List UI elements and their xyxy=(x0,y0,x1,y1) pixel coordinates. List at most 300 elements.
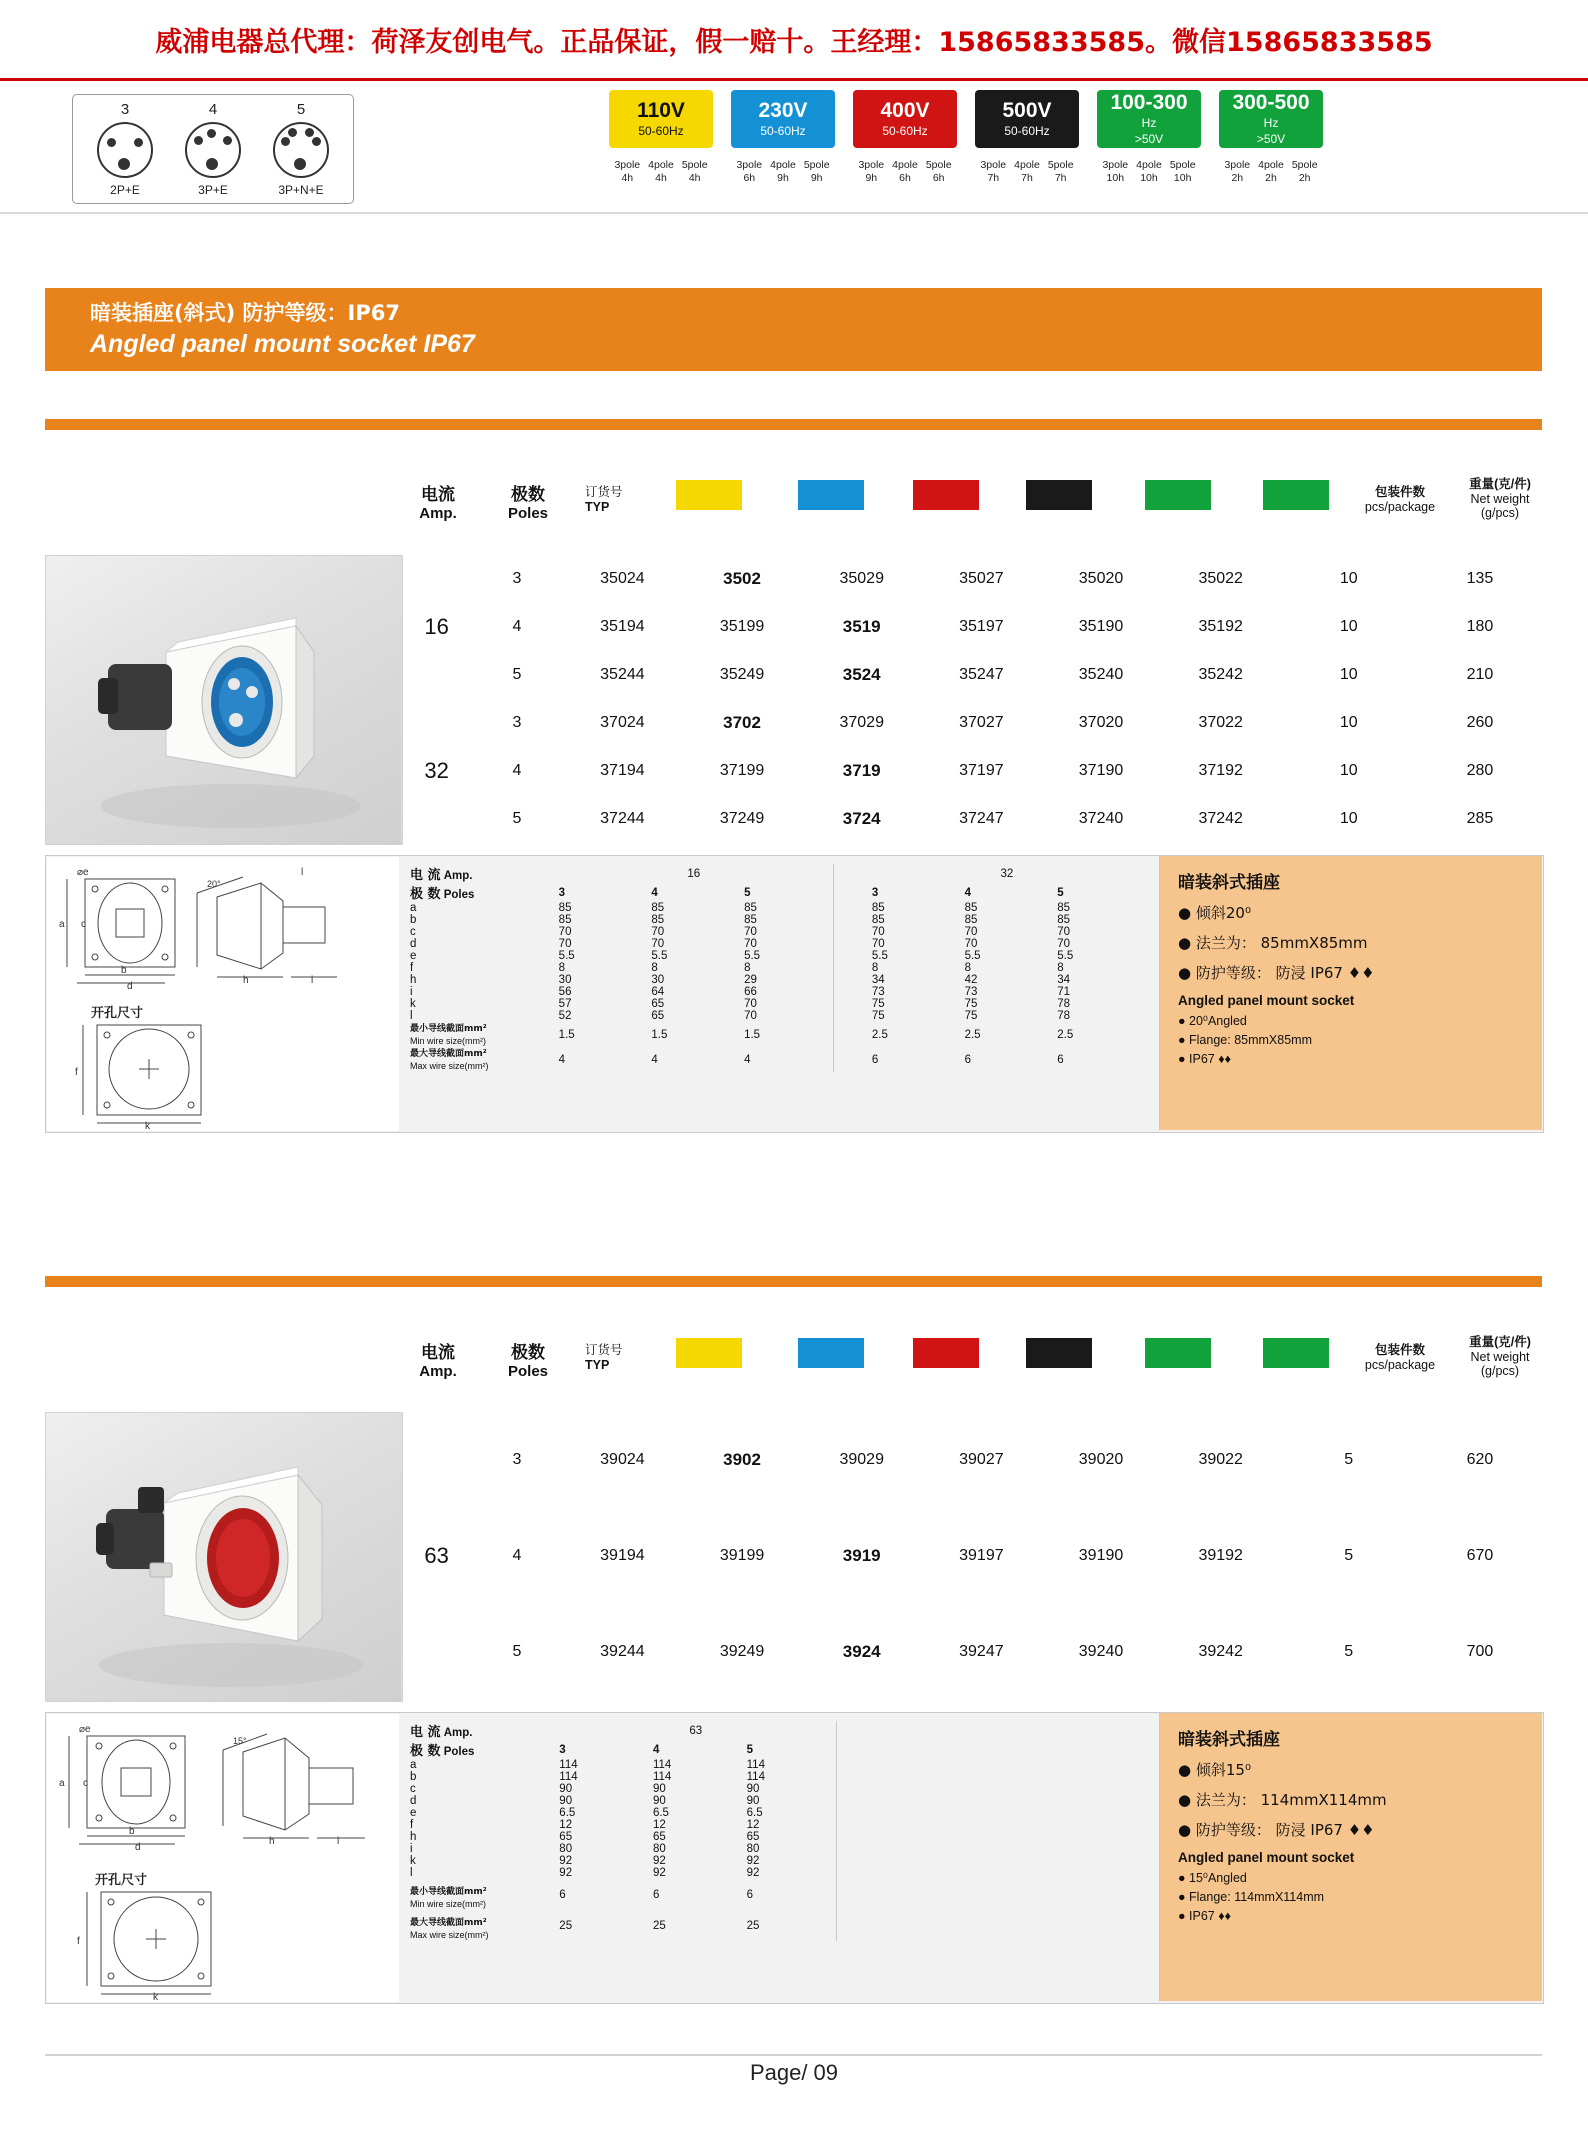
page-title-en: Angled panel mount socket IP67 xyxy=(90,330,475,358)
col-amp-en: Amp. xyxy=(419,1363,457,1380)
voltage-hz2: >50V xyxy=(1256,132,1286,146)
weight-value: 180 xyxy=(1466,618,1494,635)
dim-value: 73 xyxy=(964,986,978,998)
poles-value: 4 xyxy=(512,618,522,635)
table-row xyxy=(402,1412,1543,1508)
pole-list-110v xyxy=(600,159,722,185)
dim-value: 6 xyxy=(964,1053,971,1066)
pole-label: 5pole xyxy=(925,159,952,171)
plug-5-icon xyxy=(273,122,329,178)
col-weight-en: Net weight xyxy=(1470,1350,1530,1364)
col-package-en: pcs/package xyxy=(1364,1358,1436,1372)
dim-value: 90 xyxy=(746,1795,760,1807)
svg-text:f: f xyxy=(75,1067,78,1078)
dim-value: 6.5 xyxy=(652,1807,669,1819)
dim-value: 5.5 xyxy=(744,950,761,962)
dim-value: 57 xyxy=(558,998,572,1010)
dimension-drawing-svg xyxy=(47,857,399,1131)
agent-banner xyxy=(0,0,1588,81)
spec-col-3: 3 xyxy=(559,1743,566,1756)
weight-value: 620 xyxy=(1466,1451,1494,1468)
code-black: 39197 xyxy=(959,1547,1004,1564)
svg-text:c: c xyxy=(83,1778,88,1789)
spec-row-a xyxy=(406,902,1146,914)
voltage-value: 110V xyxy=(637,99,685,122)
dim-value: 30 xyxy=(651,974,665,986)
weight-value: 135 xyxy=(1466,570,1494,587)
code-green2: 35192 xyxy=(1198,618,1243,635)
weight-value: 260 xyxy=(1466,714,1494,731)
pole-hour: 10h xyxy=(1140,172,1158,184)
voltage-value: 400V xyxy=(880,99,930,122)
voltage-value: 230V xyxy=(758,99,808,122)
dim-value: 80 xyxy=(746,1843,760,1855)
footer-divider xyxy=(45,2054,1542,2056)
dim-value: 90 xyxy=(652,1795,666,1807)
voltage-col-300-500hz xyxy=(1210,90,1332,185)
spec-header-poles xyxy=(406,1740,1146,1759)
color-swatch-black xyxy=(1026,480,1092,510)
code-yellow: 39244 xyxy=(600,1643,645,1660)
code-black: 35027 xyxy=(959,570,1004,587)
plug-config-3-label: 2P+E xyxy=(110,183,140,197)
table-row xyxy=(402,699,1543,747)
voltage-value: 500V xyxy=(1002,99,1052,122)
col-poles-en: Poles xyxy=(507,505,549,522)
code-black: 39247 xyxy=(959,1643,1004,1660)
spec-poles-cn: 极 数 xyxy=(410,1744,441,1759)
col-typ-en: TYP xyxy=(585,500,610,514)
plug-config-3-number: 3 xyxy=(120,101,130,118)
dim-value: 90 xyxy=(559,1795,573,1807)
voltage-col-110v xyxy=(600,90,722,185)
code-yellow: 37244 xyxy=(600,810,645,827)
max-wire-cn: 最大导线截面mm² xyxy=(410,1918,487,1928)
spec-row-h xyxy=(406,1831,1146,1843)
spec-col-3: 3 xyxy=(558,886,566,899)
pole-hour: 7h xyxy=(987,172,1000,184)
dim-label-h: h xyxy=(410,1831,417,1843)
spec-row-a xyxy=(406,1759,1146,1771)
spec-col-3: 3 xyxy=(871,886,879,899)
socket-illustration xyxy=(46,556,402,844)
dim-label-i: i xyxy=(410,1843,413,1855)
code-red: 3919 xyxy=(842,1546,881,1565)
dim-value: 25 xyxy=(652,1919,666,1932)
pole-hour: 2h xyxy=(1231,172,1244,184)
code-green1: 37020 xyxy=(1078,714,1124,731)
dim-value: 85 xyxy=(871,914,885,926)
dim-value: 85 xyxy=(744,902,757,914)
table-row xyxy=(402,747,1543,795)
col-weight-cn: 重量(克/件) xyxy=(1469,1335,1531,1349)
code-yellow: 39024 xyxy=(600,1451,645,1468)
voltage-badge-230v xyxy=(731,90,835,148)
dim-value: 71 xyxy=(1057,986,1071,998)
voltage-hz2: >50V xyxy=(1134,132,1164,146)
svg-text:i: i xyxy=(311,975,314,986)
col-weight-unit: (g/pcs) xyxy=(1480,1364,1520,1378)
max-wire-en: Max wire size(mm²) xyxy=(410,1930,489,1940)
pole-hour: 7h xyxy=(1021,172,1033,184)
dim-value: 70 xyxy=(558,938,572,950)
svg-text:c: c xyxy=(81,919,86,930)
dim-value: 4 xyxy=(744,1053,751,1066)
socket-illustration-2 xyxy=(46,1413,402,1701)
col-poles-cn: 极数 xyxy=(511,485,545,505)
table-row xyxy=(402,1604,1543,1700)
voltage-badge-110v xyxy=(609,90,713,148)
dim-value: 70 xyxy=(964,938,978,950)
code-red: 3724 xyxy=(842,809,881,828)
pole-label: 3pole xyxy=(858,159,885,171)
dim-value: 2.5 xyxy=(964,1028,981,1041)
info-item-en-1-2: ● Flange: 85mmX85mm xyxy=(1178,1033,1312,1047)
dim-label-a: a xyxy=(410,902,417,914)
dim-value: 6 xyxy=(559,1888,566,1901)
spec-col-5: 5 xyxy=(1057,886,1064,899)
code-blue: 39249 xyxy=(719,1643,765,1660)
col-typ-cn: 订货号 xyxy=(585,485,623,499)
info-title-cn-1: 暗装斜式插座 xyxy=(1178,873,1280,893)
voltage-value: 100-300 xyxy=(1110,91,1188,114)
pole-hour: 4h xyxy=(688,172,701,184)
code-red: 3524 xyxy=(842,665,881,684)
section-divider-2 xyxy=(45,1276,1542,1287)
dim-value: 5.5 xyxy=(964,950,981,962)
voltage-legend xyxy=(600,90,1540,208)
legend-strip xyxy=(0,82,1588,214)
code-green1: 37190 xyxy=(1078,762,1124,779)
dim-value: 56 xyxy=(558,986,572,998)
pole-hour: 6h xyxy=(899,172,911,184)
code-yellow: 35024 xyxy=(600,570,645,587)
dim-value: 114 xyxy=(746,1771,765,1783)
pole-hour: 10h xyxy=(1106,172,1125,184)
code-green1: 35240 xyxy=(1078,666,1124,683)
dim-value: 12 xyxy=(652,1819,666,1831)
code-blue: 39199 xyxy=(719,1547,765,1564)
code-black: 35247 xyxy=(959,666,1004,683)
spec-col-4: 4 xyxy=(964,886,971,899)
spec-row-b xyxy=(406,914,1146,926)
weight-value: 700 xyxy=(1466,1643,1494,1660)
spec-row-max-wire xyxy=(406,1047,1146,1072)
color-swatch-blue xyxy=(798,480,864,510)
info-item-en-1-1: ● 20⁰Angled xyxy=(1178,1014,1247,1028)
dim-label-d: d xyxy=(410,938,417,950)
code-blue: 3502 xyxy=(723,569,761,588)
svg-text:k: k xyxy=(145,1121,150,1131)
spec-poles-cn: 极 数 xyxy=(410,887,441,902)
voltage-hz: 50-60Hz xyxy=(760,124,806,138)
dim-value: 8 xyxy=(744,962,751,974)
color-swatch-green-2 xyxy=(1263,480,1329,510)
col-package-cn: 包装件数 xyxy=(1374,1343,1425,1357)
pole-hour: 4h xyxy=(621,172,634,184)
dim-value: 70 xyxy=(558,926,572,938)
dim-value: 8 xyxy=(1057,962,1064,974)
col-amp-cn: 电流 xyxy=(421,485,455,505)
spec-amp-en: Amp. xyxy=(443,1727,473,1739)
dim-value: 8 xyxy=(871,962,879,974)
spec-row-f xyxy=(406,1819,1146,1831)
spec-row-k xyxy=(406,1855,1146,1867)
dim-value: 2.5 xyxy=(1057,1028,1074,1041)
pole-hour: 7h xyxy=(1054,172,1067,184)
package-value: 5 xyxy=(1344,1451,1354,1468)
dim-value: 66 xyxy=(744,986,757,998)
spec-header-amp xyxy=(406,1721,1146,1740)
dim-value: 70 xyxy=(1057,926,1071,938)
max-wire-en: Max wire size(mm²) xyxy=(410,1061,489,1071)
dim-value: 92 xyxy=(652,1867,666,1879)
dim-value: 65 xyxy=(746,1831,760,1843)
voltage-badge-500v xyxy=(975,90,1079,148)
voltage-value: 300-500 xyxy=(1232,91,1310,114)
info-box-1 xyxy=(1159,856,1542,1130)
dim-value: 65 xyxy=(652,1831,666,1843)
dim-value: 70 xyxy=(964,926,978,938)
dim-value: 8 xyxy=(558,962,566,974)
dim-value: 85 xyxy=(1057,902,1071,914)
pole-label: 3pole xyxy=(980,159,1007,171)
code-red: 35029 xyxy=(839,570,884,587)
dim-value: 70 xyxy=(871,938,885,950)
voltage-badge-100-300hz xyxy=(1097,90,1201,148)
code-red: 3519 xyxy=(842,617,881,636)
spec-amp-cn: 电 流 xyxy=(410,868,441,883)
min-wire-en: Min wire size(mm²) xyxy=(410,1036,486,1046)
spec-row-h xyxy=(406,974,1146,986)
spec-row-min-wire xyxy=(406,1022,1146,1047)
table-row xyxy=(402,651,1543,699)
code-black: 37247 xyxy=(959,810,1004,827)
dim-value: 85 xyxy=(651,902,665,914)
voltage-col-500v xyxy=(966,90,1088,185)
package-value: 10 xyxy=(1339,714,1358,731)
package-value: 5 xyxy=(1344,1643,1354,1660)
color-swatch-green-1 xyxy=(1145,480,1211,510)
info-item-cn-2-2: ● 法兰为： 114mmX114mm xyxy=(1178,1791,1387,1809)
voltage-badge-300-500hz xyxy=(1219,90,1323,148)
dim-value: 5.5 xyxy=(558,950,575,962)
table-header-1 xyxy=(45,470,1542,545)
dim-label-f: f xyxy=(410,962,414,974)
svg-text:h: h xyxy=(243,975,249,986)
package-value: 10 xyxy=(1339,618,1358,635)
weight-value: 285 xyxy=(1466,810,1494,827)
dim-value: 8 xyxy=(964,962,971,974)
plug-config-3 xyxy=(81,101,169,197)
spec-row-d xyxy=(406,938,1146,950)
dim-value: 65 xyxy=(559,1831,573,1843)
col-poles-cn: 极数 xyxy=(511,1343,545,1363)
spec-col-4: 4 xyxy=(652,1743,660,1756)
product-table-2 xyxy=(401,1412,1543,1700)
dim-label-l: l xyxy=(410,1010,413,1022)
page-title-cn: 暗装插座(斜式) 防护等级：IP67 xyxy=(90,301,400,325)
weight-value: 280 xyxy=(1466,762,1494,779)
pole-list-500v xyxy=(966,159,1088,185)
code-black: 37027 xyxy=(959,714,1004,731)
dim-label-f: f xyxy=(410,1819,414,1831)
dim-value: 12 xyxy=(746,1819,760,1831)
code-red: 3924 xyxy=(842,1642,881,1661)
dim-label-b: b xyxy=(410,914,417,926)
dim-value: 92 xyxy=(746,1855,760,1867)
dim-label-l: l xyxy=(410,1867,413,1879)
pole-label: 3pole xyxy=(614,159,641,171)
dim-value: 85 xyxy=(964,914,978,926)
spec-row-f xyxy=(406,962,1146,974)
dim-value: 70 xyxy=(651,926,665,938)
product-table-1 xyxy=(401,555,1543,843)
pole-label: 4pole xyxy=(892,159,918,171)
code-blue: 3702 xyxy=(723,713,761,732)
plug-config-5-label: 3P+N+E xyxy=(278,183,324,197)
section-divider-1 xyxy=(45,419,1542,430)
table-row xyxy=(402,795,1543,843)
pole-label: 5pole xyxy=(803,159,830,171)
color-swatch-yellow xyxy=(676,1338,742,1368)
code-black: 37197 xyxy=(959,762,1004,779)
col-amp-en: Amp. xyxy=(419,505,457,522)
dim-value: 6 xyxy=(746,1888,754,1901)
package-value: 10 xyxy=(1339,570,1358,587)
amp-value-63: 63 xyxy=(424,1543,449,1568)
dim-value: 4 xyxy=(651,1053,658,1066)
code-green1: 37240 xyxy=(1078,810,1124,827)
code-blue: 3902 xyxy=(723,1450,761,1469)
plug-config-box xyxy=(72,94,354,204)
dimension-drawing-1 xyxy=(47,857,399,1131)
spec-header-amp xyxy=(406,864,1146,883)
poles-value: 5 xyxy=(512,666,522,683)
pole-hour: 9h xyxy=(865,172,878,184)
dim-value: 6.5 xyxy=(746,1807,763,1819)
dim-label-e: e xyxy=(410,950,417,962)
dim-value: 25 xyxy=(746,1919,760,1932)
dim-value: 114 xyxy=(652,1771,672,1783)
page-title xyxy=(45,288,1542,371)
code-green2: 37242 xyxy=(1198,810,1243,827)
col-package-en: pcs/package xyxy=(1364,500,1436,514)
svg-text:b: b xyxy=(121,965,127,976)
code-yellow: 35194 xyxy=(600,618,645,635)
col-weight-cn: 重量(克/件) xyxy=(1469,477,1531,491)
package-value: 10 xyxy=(1339,810,1358,827)
dim-value: 85 xyxy=(744,914,757,926)
code-black: 35197 xyxy=(959,618,1004,635)
pole-label: 4pole xyxy=(770,159,796,171)
svg-text:d: d xyxy=(135,1842,141,1853)
pole-label: 4pole xyxy=(1014,159,1040,171)
dim-value: 1.5 xyxy=(651,1028,668,1041)
code-blue: 37249 xyxy=(719,810,765,827)
col-amp-cn: 电流 xyxy=(421,1343,455,1363)
package-value: 10 xyxy=(1339,666,1358,683)
dim-value: 1.5 xyxy=(744,1028,761,1041)
code-blue: 35249 xyxy=(719,666,765,683)
spec-poles-en: Poles xyxy=(443,889,475,901)
voltage-col-100-300hz xyxy=(1088,90,1210,185)
spec-row-i xyxy=(406,986,1146,998)
dim-value: 65 xyxy=(651,1010,665,1022)
pole-hour: 6h xyxy=(932,172,945,184)
code-green2: 39242 xyxy=(1198,1643,1243,1660)
info-item-en-2-3: ● IP67 ♦♦ xyxy=(1178,1909,1231,1923)
voltage-badge-400v xyxy=(853,90,957,148)
dim-value: 65 xyxy=(651,998,665,1010)
dim-value: 34 xyxy=(871,974,885,986)
code-yellow: 35244 xyxy=(600,666,645,683)
voltage-col-230v xyxy=(722,90,844,185)
dim-value: 90 xyxy=(652,1783,666,1795)
table-row xyxy=(402,555,1543,603)
dim-value: 90 xyxy=(746,1783,760,1795)
dim-value: 5.5 xyxy=(651,950,668,962)
dim-label-b: b xyxy=(410,1771,417,1783)
code-green2: 39022 xyxy=(1198,1451,1243,1468)
dim-label-k: k xyxy=(410,1855,416,1867)
code-yellow: 39194 xyxy=(600,1547,645,1564)
pole-hour: 6h xyxy=(743,172,756,184)
dim-value: 92 xyxy=(652,1855,666,1867)
spec-row-e xyxy=(406,1807,1146,1819)
dim-label-c: c xyxy=(410,926,416,938)
color-swatch-red xyxy=(913,480,979,510)
dim-label-d: d xyxy=(410,1795,417,1807)
voltage-hz: Hz xyxy=(1263,116,1279,130)
pole-label: 4pole xyxy=(648,159,674,171)
plug-3-icon xyxy=(97,122,153,178)
code-green1: 39020 xyxy=(1078,1451,1124,1468)
dim-value: 85 xyxy=(964,902,978,914)
pole-hour: 2h xyxy=(1298,172,1311,184)
dim-value: 114 xyxy=(652,1759,672,1771)
poles-value: 4 xyxy=(512,1547,522,1564)
dim-value: 92 xyxy=(559,1867,573,1879)
svg-text:l: l xyxy=(301,867,304,878)
info-item-cn-1-3: ● 防护等级： 防浸 IP67 ♦♦ xyxy=(1178,964,1375,982)
info-box-2 xyxy=(1159,1713,1542,2001)
code-green2: 35242 xyxy=(1198,666,1243,683)
spec-row-l xyxy=(406,1867,1146,1879)
dim-value: 70 xyxy=(744,926,757,938)
pole-label: 5pole xyxy=(681,159,708,171)
dim-value: 4 xyxy=(558,1053,566,1066)
dim-value: 70 xyxy=(744,938,757,950)
color-swatch-red xyxy=(913,1338,979,1368)
info-item-cn-2-3: ● 防护等级： 防浸 IP67 ♦♦ xyxy=(1178,1821,1375,1839)
plug-4-icon xyxy=(185,122,241,178)
plug-config-5-number: 5 xyxy=(296,101,306,118)
dim-value: 75 xyxy=(964,998,978,1010)
svg-text:h: h xyxy=(269,1836,275,1847)
dim-value: 85 xyxy=(651,914,665,926)
dim-value: 1.5 xyxy=(558,1028,575,1041)
poles-value: 5 xyxy=(512,810,522,827)
svg-text:i: i xyxy=(337,1836,340,1847)
dim-value: 80 xyxy=(652,1843,666,1855)
col-weight-en: Net weight xyxy=(1470,492,1530,506)
voltage-hz: 50-60Hz xyxy=(1004,124,1050,138)
dim-value: 73 xyxy=(871,986,885,998)
svg-text:15°: 15° xyxy=(233,1736,247,1746)
dim-value: 12 xyxy=(559,1819,573,1831)
dim-value: 5.5 xyxy=(1057,950,1074,962)
